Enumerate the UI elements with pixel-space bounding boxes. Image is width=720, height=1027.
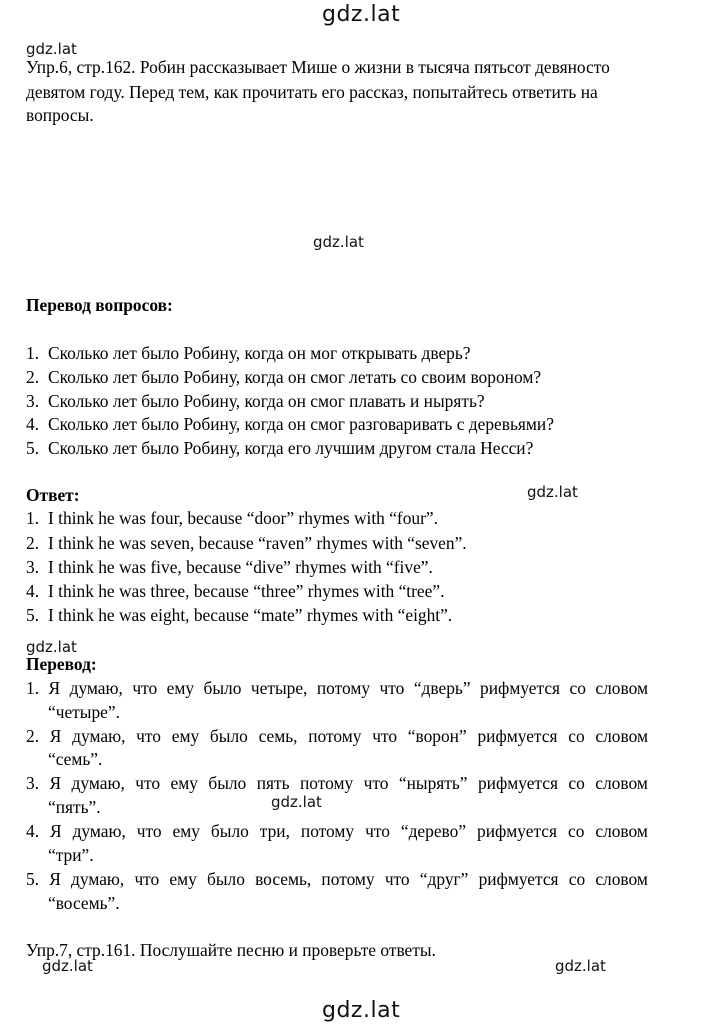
list-item: 3. Сколько лет было Робину, когда он смог плавать и нырять? <box>26 391 485 411</box>
word: ему <box>169 869 197 889</box>
list-item: 4. I think he was three, because “three” rhymes with “tree”. <box>26 581 445 601</box>
translation-row <box>26 775 648 792</box>
list-number: 3. <box>26 773 40 793</box>
word: “ворон” <box>407 726 467 746</box>
word: ему <box>171 726 200 746</box>
list-item: 2. Сколько лет было Робину, когда он смог летать со своим вороном? <box>26 367 542 387</box>
word: было <box>208 773 247 793</box>
word: восемь, <box>255 869 312 889</box>
word: “дерево” <box>400 821 467 841</box>
word: ему <box>170 773 198 793</box>
translation-continuation: “восемь”. <box>48 893 120 913</box>
word: со <box>567 821 585 841</box>
exercise6-line: девятом году. Перед тем, как прочитать его рассказ, попытайтесь ответить на <box>26 82 598 102</box>
word: что <box>384 869 410 889</box>
watermark-bottom-left: gdz.lat <box>42 957 93 975</box>
word: со <box>568 869 586 889</box>
word: что <box>365 821 390 841</box>
word: Я <box>49 869 61 889</box>
word: потому <box>316 678 371 698</box>
watermark-header: gdz.lat <box>26 40 77 58</box>
word: думаю, <box>72 821 126 841</box>
word: словом <box>595 726 648 746</box>
translation-row <box>26 823 648 840</box>
word: словом <box>595 773 648 793</box>
word: пять <box>256 773 290 793</box>
watermark-middle: gdz.lat <box>313 233 364 251</box>
word: что <box>135 773 161 793</box>
word: словом <box>595 869 648 889</box>
word: рифмуется <box>477 726 558 746</box>
translation-row <box>26 871 648 888</box>
list-item <box>26 871 648 888</box>
list-item <box>26 680 648 697</box>
word: “дверь” <box>413 678 471 698</box>
word: Я <box>49 773 62 793</box>
word: ему <box>166 678 195 698</box>
answer-heading: Ответ: <box>26 485 80 505</box>
word: что <box>379 678 405 698</box>
word: словом <box>595 678 648 698</box>
word: Я <box>50 821 62 841</box>
translation-continuation: “пять”. <box>48 797 101 817</box>
word: рифмуется <box>477 821 558 841</box>
list-item <box>26 775 648 792</box>
word: со <box>568 773 585 793</box>
watermark-bottom: gdz.lat <box>322 998 401 1023</box>
watermark-top: gdz.lat <box>322 2 401 27</box>
translation-continuation: “семь”. <box>48 749 103 769</box>
word: “нырять” <box>398 773 468 793</box>
word: рифмуется <box>478 869 559 889</box>
word: что <box>363 773 389 793</box>
watermark-bottom-right: gdz.lat <box>555 957 606 975</box>
word: ему <box>172 821 200 841</box>
word: что <box>136 821 162 841</box>
word: рифмуется <box>480 678 561 698</box>
word: потому <box>308 726 362 746</box>
word: потому <box>299 773 354 793</box>
word: было <box>210 821 249 841</box>
word: что <box>132 678 158 698</box>
questions-heading: Перевод вопросов: <box>26 295 173 315</box>
word: было <box>209 726 248 746</box>
list-number: 1. <box>26 678 40 698</box>
list-item <box>26 728 648 745</box>
list-item: 2. I think he was seven, because “raven” rhymes with “seven”. <box>26 533 467 553</box>
word: было <box>203 678 242 698</box>
word: потому <box>321 869 375 889</box>
word: семь, <box>258 726 298 746</box>
word: думаю, <box>71 869 125 889</box>
word: что <box>372 726 398 746</box>
list-number: 2. <box>26 726 40 746</box>
word: “друг” <box>419 869 469 889</box>
word: что <box>136 726 161 746</box>
watermark-answer: gdz.lat <box>527 483 578 501</box>
list-number: 5. <box>26 869 40 889</box>
word: три, <box>259 821 290 841</box>
exercise6-line: Упр.6, стр.162. Робин рассказывает Мише о жизни в тысяча пятьсот девяносто <box>26 57 610 77</box>
word: со <box>568 726 585 746</box>
word: думаю, <box>72 726 126 746</box>
word: Я <box>49 726 62 746</box>
list-item: 4. Сколько лет было Робину, когда он смог разговаривать с деревьями? <box>26 414 554 434</box>
watermark-translation: gdz.lat <box>26 638 77 656</box>
word: было <box>207 869 245 889</box>
translation-row <box>26 728 648 745</box>
list-item: 3. I think he was five, because “dive” rhymes with “five”. <box>26 557 433 577</box>
exercise7-text: Упр.7, стр.161. Послушайте песню и проверьте ответы. <box>26 940 436 960</box>
translation-continuation: “три”. <box>48 845 94 865</box>
list-item: 5. I think he was eight, because “mate” rhymes with “eight”. <box>26 605 453 625</box>
translation-row <box>26 680 648 697</box>
list-number: 4. <box>26 821 40 841</box>
translation-continuation: “четыре”. <box>48 702 120 722</box>
word: что <box>134 869 160 889</box>
word: потому <box>300 821 355 841</box>
word: четыре, <box>250 678 308 698</box>
word: словом <box>595 821 648 841</box>
list-item: 5. Сколько лет было Робину, когда его лучшим другом стала Несси? <box>26 438 534 458</box>
word: думаю, <box>69 678 123 698</box>
list-item: 1. I think he was four, because “door” rhymes with “four”. <box>26 508 438 528</box>
word: думаю, <box>71 773 125 793</box>
list-item: 1. Сколько лет было Робину, когда он мог открывать дверь? <box>26 343 471 363</box>
word: Я <box>48 678 61 698</box>
exercise6-line: вопросы. <box>26 105 94 125</box>
list-item <box>26 823 648 840</box>
watermark-translation-mid: gdz.lat <box>271 793 322 811</box>
word: со <box>569 678 586 698</box>
translation-heading: Перевод: <box>26 654 97 674</box>
word: рифмуется <box>477 773 558 793</box>
